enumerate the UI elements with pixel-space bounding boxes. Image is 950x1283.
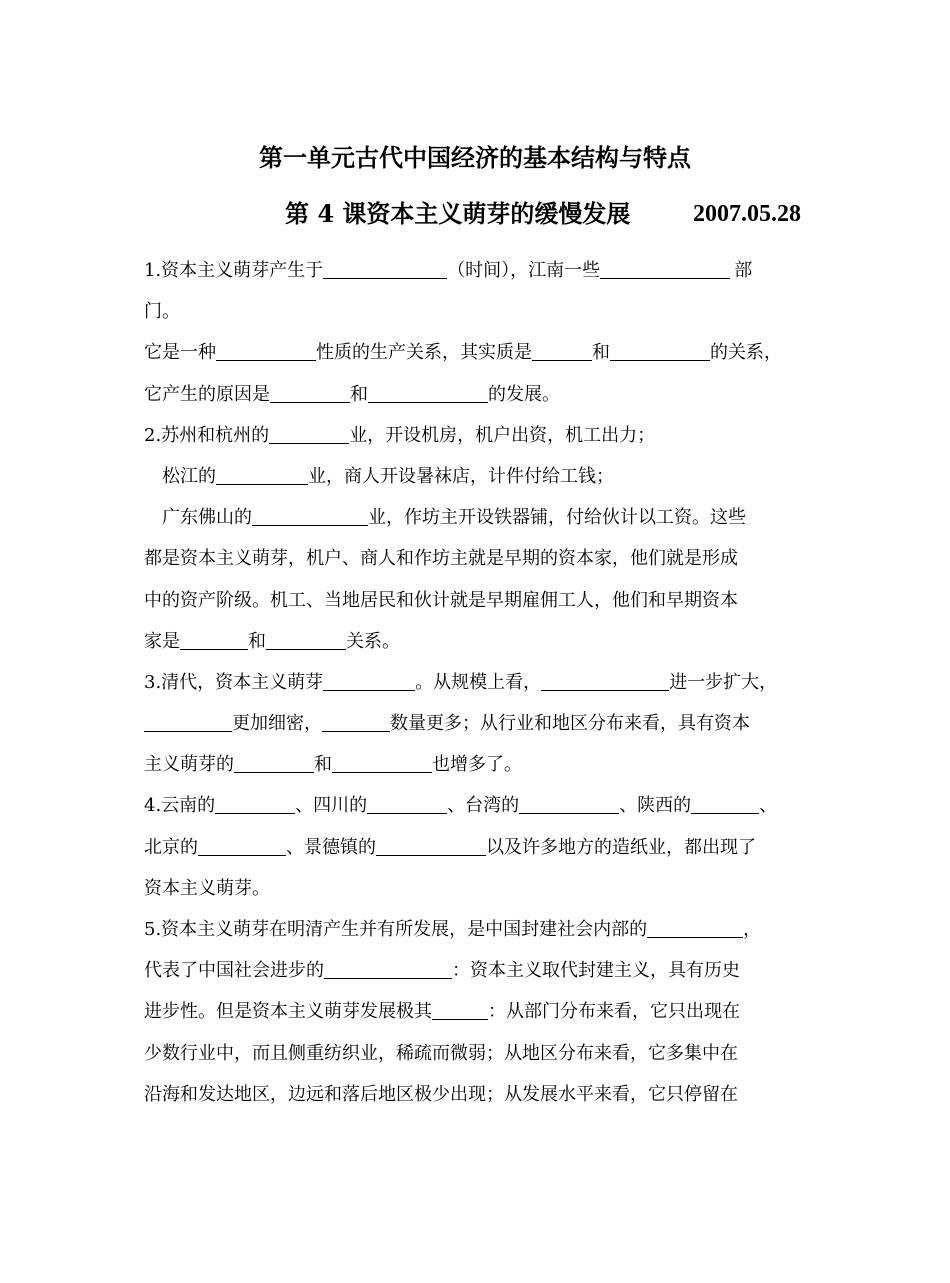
question-1-line-4: 它产生的原因是 和 的发展。 [144, 383, 560, 405]
blank[interactable] [532, 340, 592, 361]
blank[interactable] [198, 835, 286, 856]
question-2-line-5: 中的资产阶级。机工、当地居民和伙计就是早期雇佣工人，他们和早期资本 [144, 589, 738, 611]
question-4-line-2: 北京的 、景德镇的 以及许多地方的造纸业，都出现了 [144, 836, 756, 858]
question-3-line-3: 主义萌芽的 和 也增多了。 [144, 754, 522, 776]
unit-title: 第一单元古代中国经济的基本结构与特点 [259, 143, 691, 172]
question-4-line-3: 资本主义萌芽。 [144, 877, 270, 899]
blank[interactable] [519, 793, 619, 814]
question-4-line-1: 4.云南的 、四川的 、台湾的 、陕西的 、 [144, 795, 778, 817]
blank[interactable] [266, 629, 346, 650]
lesson-header [285, 194, 845, 234]
worksheet-body [144, 250, 812, 1115]
question-2-line-3: 广东佛山的 业，作坊主开设铁器铺，付给伙计以工资。这些 [162, 507, 746, 529]
question-3-line-1: 3.清代，资本主义萌芽 。从规模上看， 进一步扩大， [144, 671, 778, 693]
blank[interactable] [376, 835, 486, 856]
blank[interactable] [322, 711, 390, 732]
blank[interactable] [324, 958, 452, 979]
blank[interactable] [234, 752, 314, 773]
question-2-line-6: 家是 和 关系。 [144, 630, 400, 652]
blank[interactable] [323, 670, 415, 691]
question-5-line-2: 代表了中国社会进步的 ：资本主义取代封建主义，具有历史 [144, 960, 740, 982]
blank[interactable] [332, 752, 432, 773]
blank[interactable] [144, 711, 232, 732]
question-2-line-2: 松江的 业，商人开设暑袜店，计件付给工钱； [162, 465, 614, 487]
blank[interactable] [215, 793, 295, 814]
blank[interactable] [270, 382, 350, 403]
blank[interactable] [216, 464, 308, 485]
question-3-line-2: 更加细密， 数量更多；从行业和地区分布来看，具有资本 [144, 703, 812, 744]
blank[interactable] [323, 258, 447, 279]
question-1-line-1: 1.资本主义萌芽产生于 （时间），江南一些 部 [144, 260, 753, 281]
question-5-line-5: 沿海和发达地区，边远和落后地区极少出现；从发展水平来看，它只停留在 [144, 1083, 738, 1105]
lesson-title: 第 4 课资本主义萌芽的缓慢发展 [285, 199, 631, 228]
question-5-line-4: 少数行业中，而且侧重纺织业，稀疏而微弱；从地区分布来看，它多集中在 [144, 1042, 738, 1064]
blank[interactable] [180, 629, 248, 650]
blank[interactable] [252, 505, 368, 526]
question-1-line-2: 门。 [144, 301, 180, 323]
blank[interactable] [610, 340, 710, 361]
question-5-line-3: 进步性。但是资本主义萌芽发展极其 ：从部门分布来看，它只出现在 [144, 1001, 740, 1023]
blank[interactable] [647, 917, 743, 938]
question-1-line-3: 它是一种 性质的生产关系，其实质是 和 的关系， [144, 342, 782, 364]
blank[interactable] [368, 382, 488, 403]
question-2-line-1: 2.苏州和杭州的 业，开设机房，机户出资，机工出力； [144, 424, 656, 446]
blank[interactable] [541, 670, 669, 691]
blank[interactable] [216, 340, 316, 361]
question-5-line-1: 5.资本主义萌芽在明清产生并有所发展，是中国封建社会内部的 ， [144, 919, 762, 940]
blank[interactable] [367, 793, 447, 814]
blank[interactable] [432, 999, 488, 1020]
blank[interactable] [269, 423, 349, 444]
blank[interactable] [691, 793, 759, 814]
question-2-line-4: 都是资本主义萌芽，机户、商人和作坊主就是早期的资本家，他们就是形成 [144, 548, 738, 570]
blank[interactable] [600, 258, 730, 279]
lesson-date: 2007.05.28 [693, 201, 801, 227]
